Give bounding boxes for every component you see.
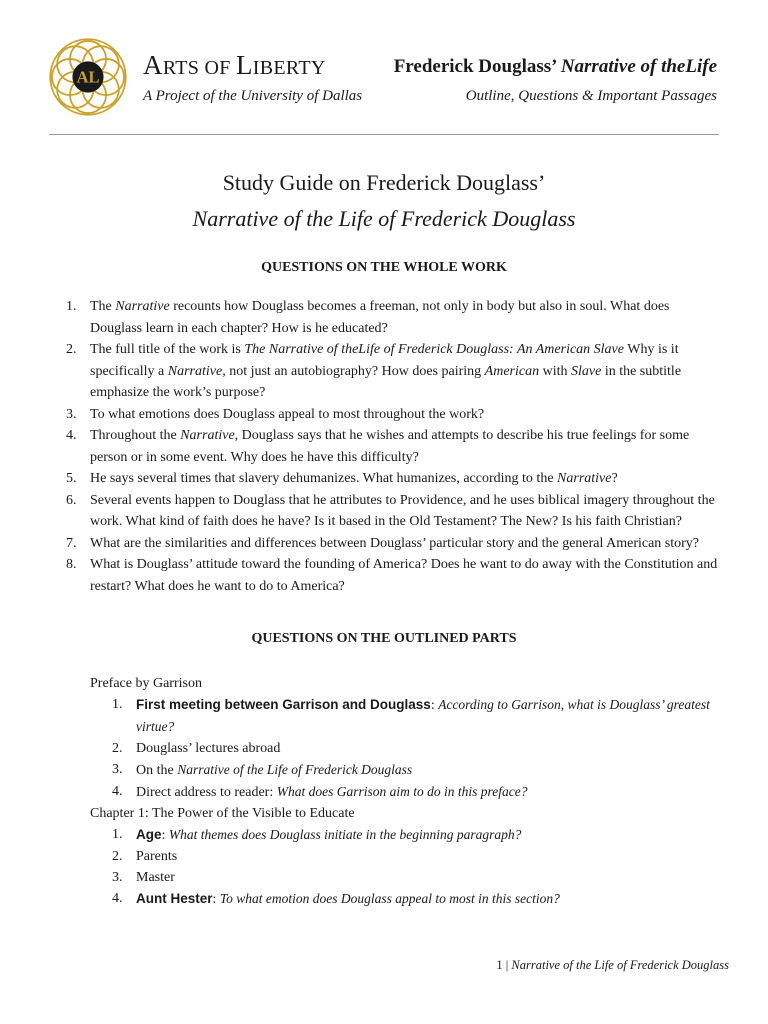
item-heading: Age bbox=[136, 827, 162, 842]
item-number: 2. bbox=[112, 849, 123, 864]
item-text: Master bbox=[136, 870, 175, 885]
text: The bbox=[90, 299, 116, 314]
item-number: 4. bbox=[112, 784, 123, 799]
item-text: Parents bbox=[136, 849, 178, 864]
item-question: To what emotion does Douglass appeal to most in this section? bbox=[219, 891, 560, 906]
text: He says several times that slavery dehumanizes. What humanizes, according to the bbox=[90, 471, 558, 486]
logo-monogram: AL bbox=[76, 67, 100, 87]
item-number: 2. bbox=[66, 342, 77, 357]
text-italic: The Narrative of theLife of Frederick Douglass: An American Slave bbox=[244, 342, 624, 357]
list-item bbox=[56, 468, 724, 490]
text: , Douglass says that he wishes and attempts to describe his true feelings for some person or in some event. Why does he have this difficulty? bbox=[90, 428, 690, 465]
footer-separator: | bbox=[502, 958, 512, 972]
list-item bbox=[90, 867, 728, 888]
brand-name bbox=[143, 50, 326, 81]
item-text: Direct address to reader: bbox=[136, 785, 277, 800]
preface-items bbox=[90, 694, 728, 803]
part-title-chapter-1: Chapter 1: The Power of the Visible to Educate bbox=[90, 806, 355, 821]
doc-header-subtitle: Outline, Questions & Important Passages bbox=[465, 88, 717, 104]
item-number: 4. bbox=[66, 428, 77, 443]
text: Why is it specifically a bbox=[90, 342, 679, 379]
list-item bbox=[90, 781, 728, 803]
item-heading: Aunt Hester bbox=[136, 891, 213, 906]
text-italic: Narrative bbox=[180, 428, 235, 443]
chapter-1-items bbox=[90, 824, 728, 910]
brand-subtitle: A Project of the University of Dallas bbox=[143, 88, 363, 104]
item-text: Douglass’ lectures abroad bbox=[136, 741, 281, 756]
list-item bbox=[56, 425, 724, 468]
list-item bbox=[90, 759, 728, 781]
list-item bbox=[90, 846, 728, 867]
item-question: What themes does Douglass initiate in the beginning paragraph? bbox=[168, 827, 522, 842]
item-number: 4. bbox=[112, 891, 123, 906]
list-item bbox=[56, 339, 724, 404]
list-item bbox=[56, 533, 724, 555]
item-number: 6. bbox=[66, 492, 77, 508]
doc-header-title-italic: Narrative of theLife bbox=[560, 56, 717, 77]
page-subtitle: Narrative of the Life of Frederick Douglass bbox=[192, 206, 576, 231]
item-question: According to Garrison, what is Douglass’ greatest virtue? bbox=[136, 697, 710, 734]
list-item bbox=[90, 694, 728, 738]
text-italic: American bbox=[484, 363, 540, 379]
text: in the subtitle emphasize the work’s purpose? bbox=[90, 363, 682, 400]
brand-letter-a: A bbox=[143, 50, 163, 80]
header-divider bbox=[49, 134, 719, 135]
text-italic: Slave bbox=[570, 363, 602, 379]
page-number: 1 bbox=[496, 958, 503, 972]
text: with bbox=[539, 363, 571, 379]
text: What are the similarities and differences between Douglass’ particular story and the general American story? bbox=[90, 535, 700, 551]
list-item bbox=[56, 296, 724, 339]
text: : bbox=[161, 828, 169, 843]
item-question: What does Garrison aim to do in this preface? bbox=[276, 784, 528, 799]
text: recounts how Douglass becomes a freeman, not only in body but also in soul. What does Douglass learn in each chapter? How is he educated? bbox=[90, 299, 670, 336]
item-italic: Narrative of the Life of Frederick Douglass bbox=[177, 762, 413, 777]
item-number: 1. bbox=[112, 827, 123, 842]
text: ? bbox=[611, 471, 618, 486]
page-title: Study Guide on Frederick Douglass’ bbox=[222, 170, 546, 195]
text: To what emotions does Douglass appeal to most throughout the work? bbox=[90, 406, 485, 422]
list-item bbox=[90, 888, 728, 910]
item-number: 2. bbox=[112, 741, 123, 756]
section-heading-outlined-parts: QUESTIONS ON THE OUTLINED PARTS bbox=[251, 631, 517, 646]
list-item bbox=[56, 490, 724, 533]
text-italic: Narrative bbox=[557, 471, 612, 486]
item-number: 1. bbox=[66, 299, 77, 314]
text: , not just an autobiography? How does pairing bbox=[222, 363, 485, 379]
text: Throughout the bbox=[90, 428, 181, 443]
list-item bbox=[56, 554, 724, 597]
footer-title: Narrative of the Life of Frederick Douglass bbox=[511, 958, 729, 972]
list-item bbox=[90, 824, 728, 846]
text: : bbox=[430, 698, 439, 713]
item-number: 3. bbox=[112, 762, 123, 777]
part-title-preface: Preface by Garrison bbox=[90, 676, 202, 691]
doc-header-title bbox=[394, 56, 717, 78]
item-number: 7. bbox=[66, 535, 77, 551]
list-item bbox=[90, 738, 728, 759]
whole-work-questions bbox=[56, 296, 724, 597]
brand-letter-l: L bbox=[235, 50, 253, 80]
item-heading: First meeting between Garrison and Douglass bbox=[136, 697, 431, 712]
text: The full title of the work is bbox=[90, 342, 245, 357]
item-text: On the bbox=[136, 763, 178, 778]
page-footer bbox=[496, 958, 729, 973]
arts-of-liberty-logo bbox=[47, 36, 129, 118]
outlined-parts bbox=[90, 673, 728, 910]
item-number: 1. bbox=[112, 697, 123, 712]
list-item bbox=[56, 404, 724, 426]
item-number: 3. bbox=[112, 870, 123, 885]
section-heading-whole-work: QUESTIONS ON THE WHOLE WORK bbox=[261, 260, 507, 275]
text: Several events happen to Douglass that he attributes to Providence, and he uses biblical imagery throughout the work. What kind of faith does he have? Is it based in the Old Testament? The New? Is his faith Christian? bbox=[90, 492, 715, 529]
item-number: 5. bbox=[66, 471, 77, 486]
text: : bbox=[212, 892, 220, 907]
text-italic: Narrative bbox=[115, 299, 170, 314]
brand-rts: RTS OF bbox=[162, 57, 236, 79]
text: What is Douglass’ attitude toward the founding of America? Does he want to do away with the Constitution and restart? What does he want to do to America? bbox=[90, 557, 718, 594]
doc-header-title-plain: Frederick Douglass’ bbox=[393, 56, 561, 77]
item-number: 8. bbox=[66, 557, 77, 572]
item-number: 3. bbox=[66, 406, 77, 422]
brand-iberty: IBERTY bbox=[252, 57, 326, 79]
text-italic: Narrative bbox=[167, 363, 223, 379]
